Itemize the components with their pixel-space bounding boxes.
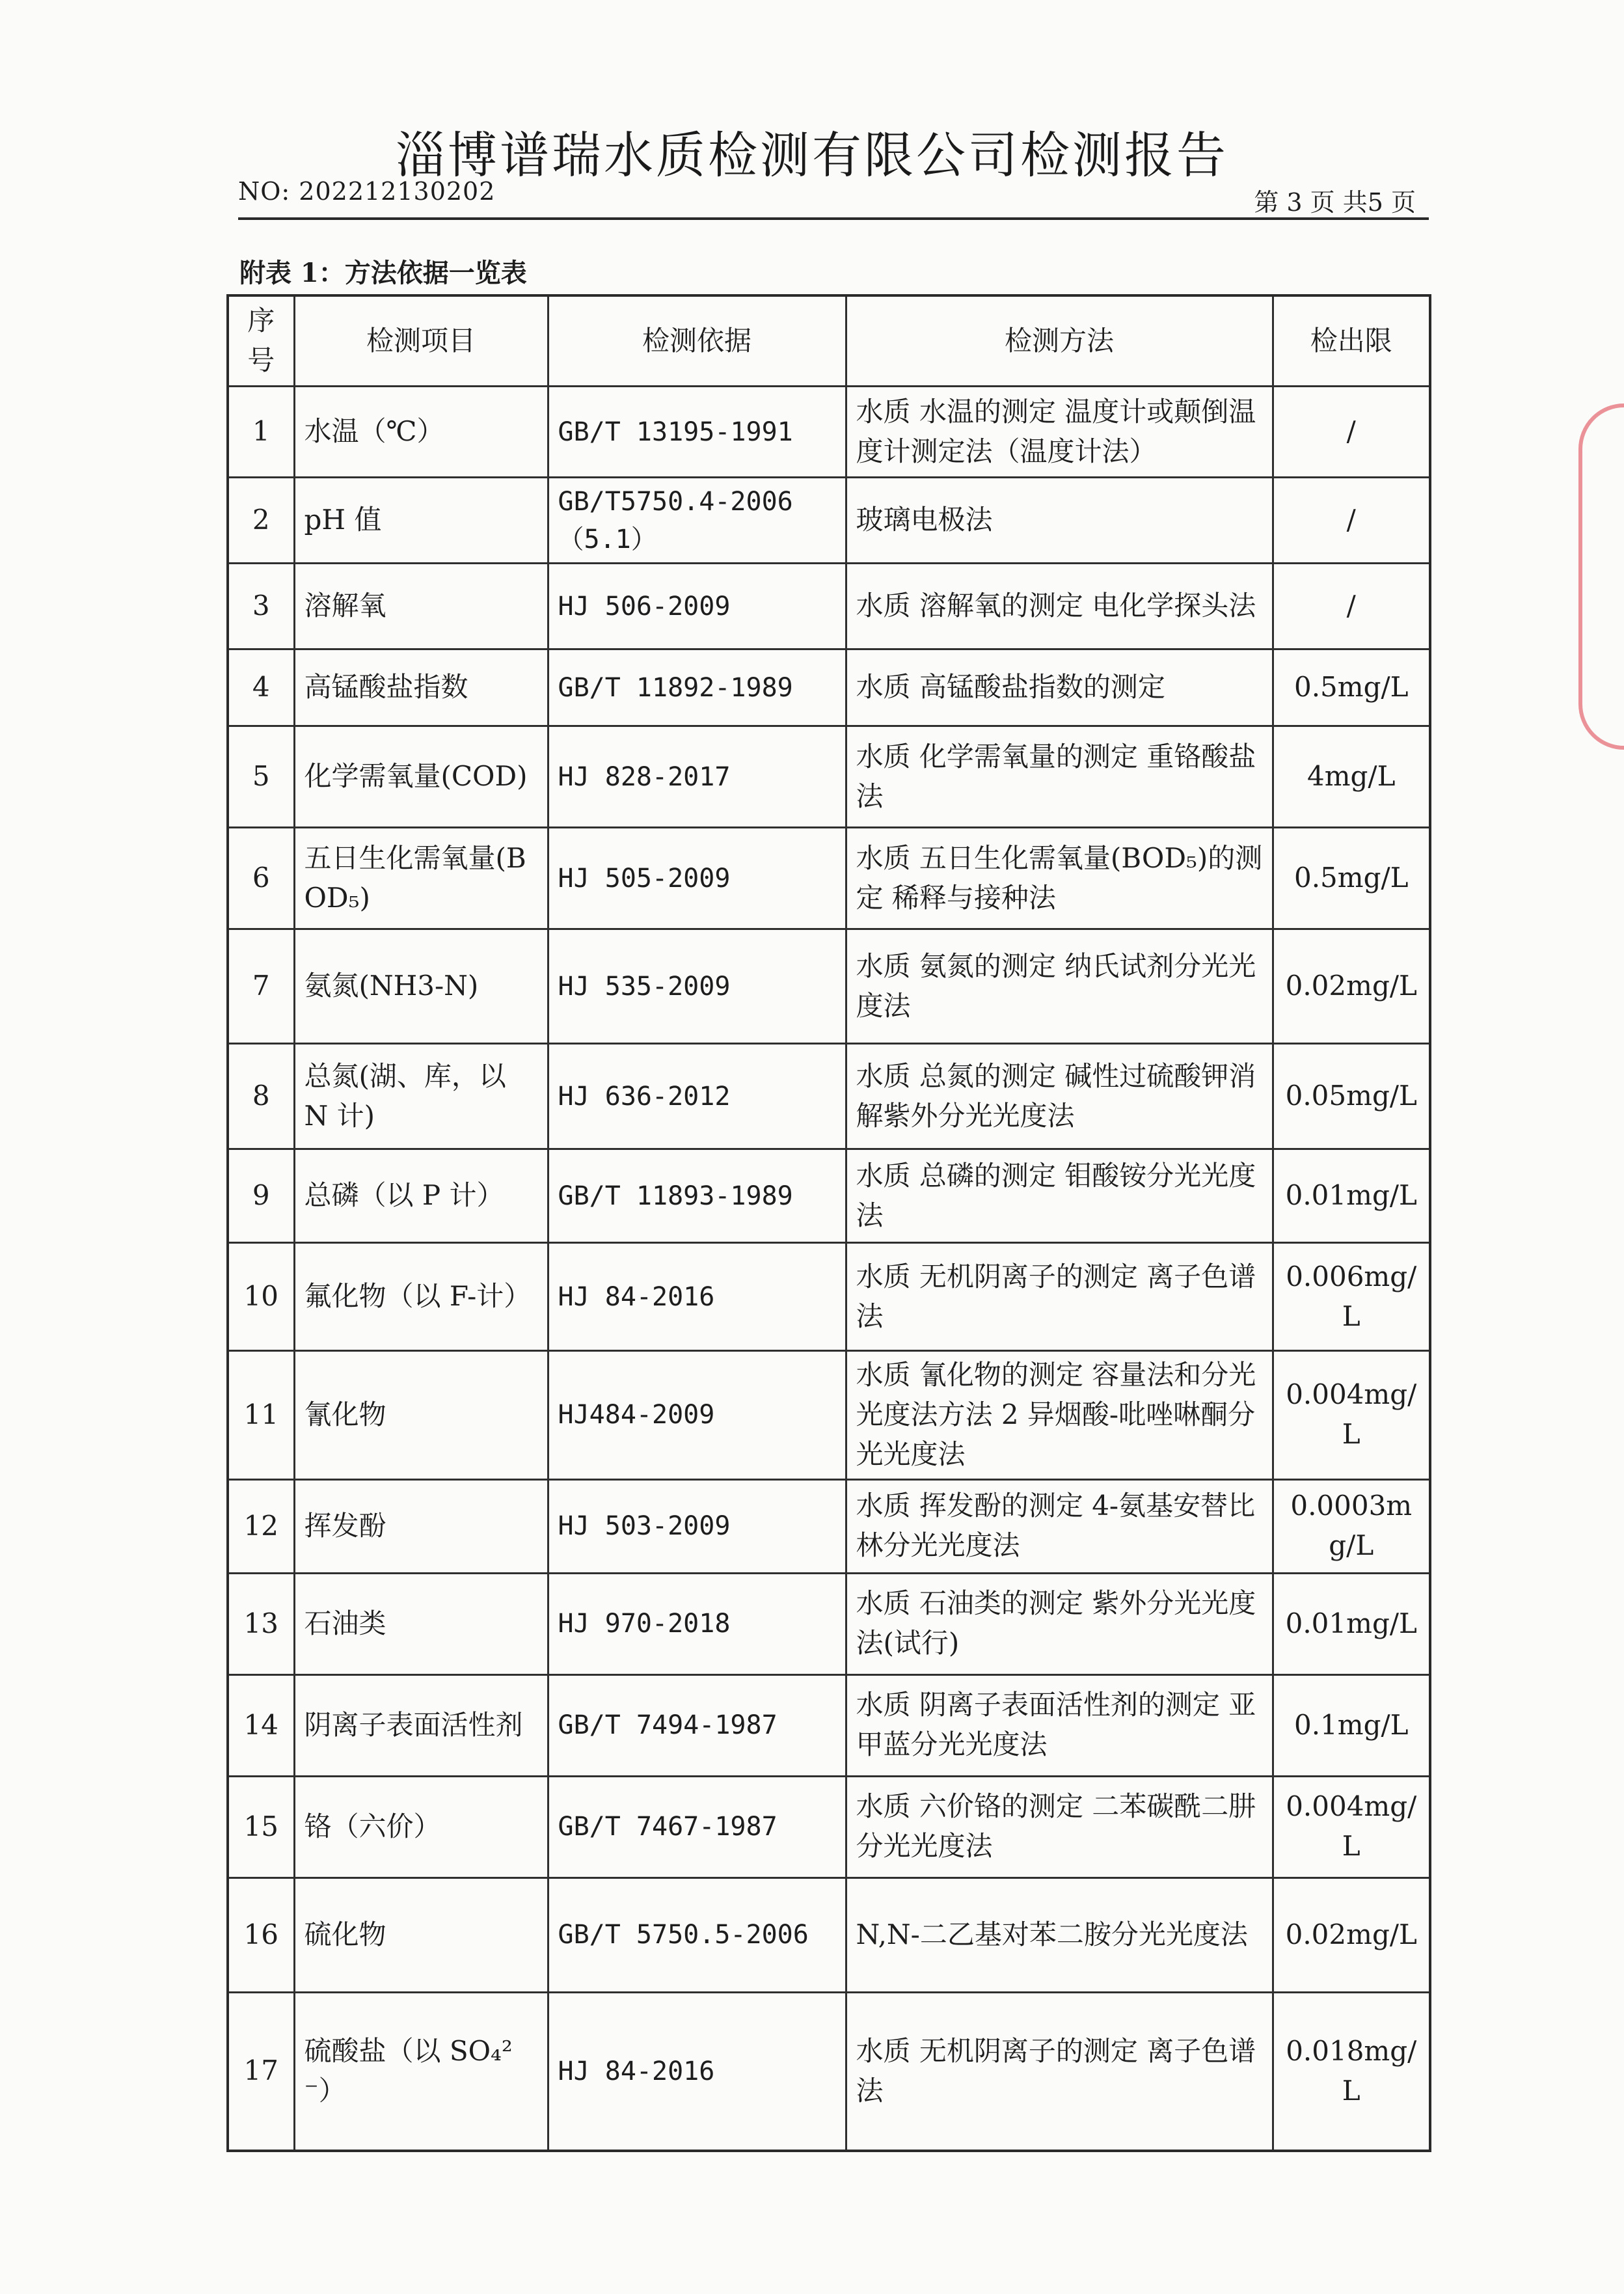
cell-standard: HJ 828-2017 [548, 726, 846, 828]
cell-item: 氟化物（以 F-计） [294, 1243, 548, 1351]
table-caption: 附表 1：方法依据一览表 [239, 258, 527, 288]
cell-method: 水质 总磷的测定 钼酸铵分光光度法 [846, 1149, 1273, 1243]
table-row [228, 1243, 1430, 1351]
table-row [228, 478, 1430, 564]
table-row [228, 1674, 1430, 1776]
cell-item: 阴离子表面活性剂 [294, 1674, 548, 1776]
cell-no: 13 [228, 1573, 294, 1674]
header-no: 序号 [228, 295, 294, 387]
cell-method: 玻璃电极法 [846, 478, 1273, 564]
cell-no: 9 [228, 1149, 294, 1243]
cell-item: 硫化物 [294, 1878, 548, 1992]
cell-item: 五日生化需氧量(BOD₅) [294, 828, 548, 929]
report-title: 淄博谱瑞水质检测有限公司检测报告 [396, 126, 1228, 184]
cell-limit: 0.0003mg/L [1273, 1479, 1430, 1573]
table-row [228, 1479, 1430, 1573]
cell-limit: 0.05mg/L [1273, 1044, 1430, 1149]
cell-item: 挥发酚 [294, 1479, 548, 1573]
cell-standard: GB/T 11893-1989 [548, 1149, 846, 1243]
cell-no: 11 [228, 1351, 294, 1480]
table-row [228, 649, 1430, 726]
cell-method: 水质 高锰酸盐指数的测定 [846, 649, 1273, 726]
cell-standard: GB/T 7494-1987 [548, 1674, 846, 1776]
cell-standard: HJ484-2009 [548, 1351, 846, 1480]
cell-limit: 0.01mg/L [1273, 1573, 1430, 1674]
cell-method: 水质 阴离子表面活性剂的测定 亚甲蓝分光光度法 [846, 1674, 1273, 1776]
cell-standard: GB/T 7467-1987 [548, 1776, 846, 1878]
cell-item: 铬（六价） [294, 1776, 548, 1878]
cell-method: 水质 无机阴离子的测定 离子色谱法 [846, 1992, 1273, 2151]
cell-no: 16 [228, 1878, 294, 1992]
cell-limit: 0.004mg/L [1273, 1351, 1430, 1480]
table-row [228, 1044, 1430, 1149]
cell-method: 水质 水温的测定 温度计或颠倒温度计测定法（温度计法） [846, 387, 1273, 478]
cell-standard: HJ 636-2012 [548, 1044, 846, 1149]
cell-limit: / [1273, 564, 1430, 649]
methods-table [226, 294, 1431, 2152]
cell-no: 6 [228, 828, 294, 929]
table-row [228, 929, 1430, 1044]
cell-method: 水质 无机阴离子的测定 离子色谱法 [846, 1243, 1273, 1351]
cell-limit: 0.02mg/L [1273, 929, 1430, 1044]
cell-no: 10 [228, 1243, 294, 1351]
cell-limit: 0.1mg/L [1273, 1674, 1430, 1776]
cell-limit: / [1273, 387, 1430, 478]
cell-limit: 0.006mg/L [1273, 1243, 1430, 1351]
table-row [228, 564, 1430, 649]
cell-standard: HJ 503-2009 [548, 1479, 846, 1573]
cell-standard: HJ 535-2009 [548, 929, 846, 1044]
header-standard: 检测依据 [548, 295, 846, 387]
cell-standard: GB/T5750.4-2006（5.1） [548, 478, 846, 564]
cell-standard: HJ 970-2018 [548, 1573, 846, 1674]
red-seal-stamp [1578, 403, 1624, 750]
cell-method: 水质 化学需氧量的测定 重铬酸盐法 [846, 726, 1273, 828]
cell-no: 2 [228, 478, 294, 564]
header-limit: 检出限 [1273, 295, 1430, 387]
cell-no: 15 [228, 1776, 294, 1878]
cell-limit: 0.02mg/L [1273, 1878, 1430, 1992]
cell-standard: HJ 505-2009 [548, 828, 846, 929]
cell-no: 3 [228, 564, 294, 649]
table-row [228, 1776, 1430, 1878]
table-row [228, 1149, 1430, 1243]
cell-method: 水质 挥发酚的测定 4-氨基安替比林分光光度法 [846, 1479, 1273, 1573]
cell-item: 石油类 [294, 1573, 548, 1674]
cell-limit: 4mg/L [1273, 726, 1430, 828]
cell-method: 水质 五日生化需氧量(BOD₅)的测定 稀释与接种法 [846, 828, 1273, 929]
table-row [228, 1573, 1430, 1674]
cell-limit: 0.5mg/L [1273, 828, 1430, 929]
cell-method: 水质 总氮的测定 碱性过硫酸钾消解紫外分光光度法 [846, 1044, 1273, 1149]
cell-no: 12 [228, 1479, 294, 1573]
header-item: 检测项目 [294, 295, 548, 387]
table-row [228, 387, 1430, 478]
header-method: 检测方法 [846, 295, 1273, 387]
cell-standard: GB/T 13195-1991 [548, 387, 846, 478]
cell-standard: HJ 84-2016 [548, 1243, 846, 1351]
cell-item: 氨氮(NH3-N) [294, 929, 548, 1044]
cell-method: 水质 六价铬的测定 二苯碳酰二肼分光光度法 [846, 1776, 1273, 1878]
cell-method: 水质 氨氮的测定 纳氏试剂分光光度法 [846, 929, 1273, 1044]
cell-no: 1 [228, 387, 294, 478]
table-row [228, 828, 1430, 929]
cell-no: 8 [228, 1044, 294, 1149]
table-row [228, 726, 1430, 828]
cell-item: 化学需氧量(COD) [294, 726, 548, 828]
cell-no: 5 [228, 726, 294, 828]
cell-no: 4 [228, 649, 294, 726]
report-header [238, 174, 1429, 220]
cell-standard: HJ 84-2016 [548, 1992, 846, 2151]
table-row [228, 1351, 1430, 1480]
cell-standard: HJ 506-2009 [548, 564, 846, 649]
cell-method: 水质 溶解氧的测定 电化学探头法 [846, 564, 1273, 649]
page-indicator: 第 3 页 共5 页 [1254, 188, 1416, 217]
cell-limit: 0.004mg/L [1273, 1776, 1430, 1878]
cell-item: 总氮(湖、库，以 N 计) [294, 1044, 548, 1149]
cell-no: 17 [228, 1992, 294, 2151]
cell-method: N,N-二乙基对苯二胺分光光度法 [846, 1878, 1273, 1992]
cell-item: pH 值 [294, 478, 548, 564]
table-row [228, 1878, 1430, 1992]
cell-no: 7 [228, 929, 294, 1044]
cell-item: 氰化物 [294, 1351, 548, 1480]
cell-no: 14 [228, 1674, 294, 1776]
cell-item: 水温（℃） [294, 387, 548, 478]
cell-standard: GB/T 11892-1989 [548, 649, 846, 726]
cell-limit: 0.01mg/L [1273, 1149, 1430, 1243]
report-number: NO: 202212130202 [238, 177, 496, 206]
cell-limit: 0.5mg/L [1273, 649, 1430, 726]
cell-limit: 0.018mg/L [1273, 1992, 1430, 2151]
cell-item: 溶解氧 [294, 564, 548, 649]
table-row [228, 1992, 1430, 2151]
table-header-row [228, 295, 1430, 387]
cell-standard: GB/T 5750.5-2006 [548, 1878, 846, 1992]
cell-item: 高锰酸盐指数 [294, 649, 548, 726]
cell-method: 水质 石油类的测定 紫外分光光度法(试行) [846, 1573, 1273, 1674]
cell-method: 水质 氰化物的测定 容量法和分光光度法方法 2 异烟酸-吡唑啉酮分光光度法 [846, 1351, 1273, 1480]
cell-item: 硫酸盐（以 SO₄²⁻） [294, 1992, 548, 2151]
cell-item: 总磷（以 P 计） [294, 1149, 548, 1243]
cell-limit: / [1273, 478, 1430, 564]
